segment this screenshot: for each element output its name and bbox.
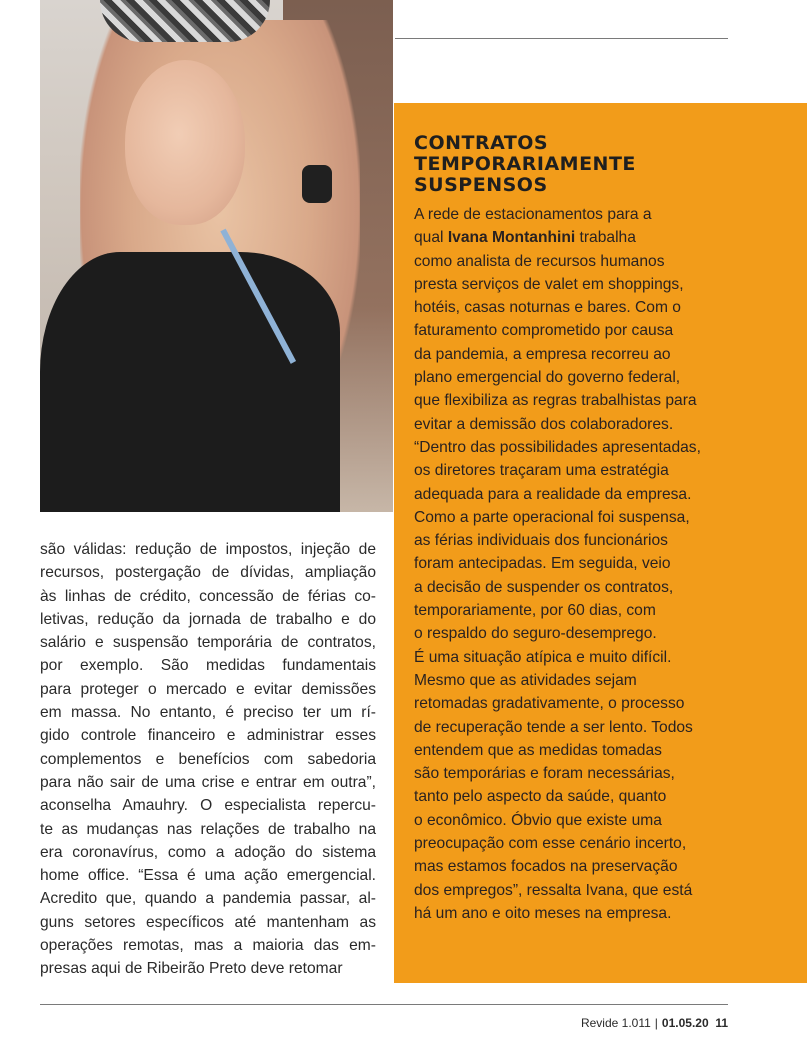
sidebar-box-line: foram antecipadas. Em seguida, veio	[414, 555, 671, 573]
main-column-line: para proteger o mercado e evitar demissões	[40, 680, 376, 698]
main-column-line: home office. “Essa é uma ação emergencial.	[40, 867, 376, 885]
sidebar-box-line: como analista de recursos humanos	[414, 252, 665, 270]
main-column-line: operações remotas, mas a maioria das em-	[40, 937, 376, 955]
sidebar-box-line: qual Ivana Montanhini trabalha	[414, 229, 636, 247]
sidebar-box-line: que flexibiliza as regras trabalhistas para	[414, 392, 697, 410]
sidebar-box-line: Mesmo que as atividades sejam	[414, 671, 637, 689]
sidebar-box-line: evitar a demissão dos colaboradores.	[414, 415, 674, 433]
sidebar-box-line: adequada para a realidade da empresa.	[414, 485, 692, 503]
sidebar-box-line: A rede de estacionamentos para a	[414, 206, 652, 223]
main-column-line: Acredito que, quando a pandemia passar, al-	[40, 890, 376, 908]
sidebar-box-line: tanto pelo aspecto da saúde, quanto	[414, 788, 667, 806]
footer-page-number: 11	[715, 1016, 728, 1030]
main-column-line: às linhas de crédito, concessão de férias co-	[40, 587, 376, 605]
portrait-photo	[40, 0, 393, 512]
bottom-rule	[40, 1004, 728, 1005]
sidebar-box-line: Como a parte operacional foi suspensa,	[414, 508, 690, 526]
main-column-line: recursos, postergação de dívidas, ampliação	[40, 564, 376, 582]
sidebar-box-title: CONTRATOS TEMPORARIAMENTE SUSPENSOS	[414, 132, 636, 196]
sidebar-box-line: há um ano e oito meses na empresa.	[414, 904, 672, 922]
top-rule	[395, 38, 728, 39]
sidebar-box-line: retomadas gradativamente, o processo	[414, 695, 685, 713]
sidebar-box-line: os diretores traçaram uma estratégia	[414, 462, 669, 480]
sidebar-box-line: da pandemia, a empresa recorreu ao	[414, 345, 671, 363]
sidebar-box-line: preocupação com esse cenário incerto,	[414, 835, 687, 853]
main-column-line: te as mudanças nas relações de trabalho na	[40, 820, 376, 838]
sidebar-box-line: temporariamente, por 60 dias, com	[414, 602, 656, 620]
page-footer	[581, 1016, 728, 1030]
sidebar-box-line: plano emergencial do governo federal,	[414, 369, 681, 387]
photo-shirt	[40, 252, 340, 512]
main-column-line: era coronavírus, como a adoção do sistema	[40, 843, 376, 861]
sidebar-box-line: de recuperação tende a ser lento. Todos	[414, 718, 693, 736]
footer-date: 01.05.20	[661, 1016, 709, 1030]
main-column-line: são válidas: redução de impostos, injeção de	[40, 541, 376, 558]
sidebar-box-line: hotéis, casas noturnas e bares. Com o	[414, 299, 681, 317]
sidebar-box-line: É uma situação atípica e muito difícil.	[414, 648, 672, 666]
main-column-line: complementos e benefícios com sabedoria	[40, 750, 376, 768]
main-column-line: por exemplo. São medidas fundamentais	[40, 657, 376, 675]
footer-separator: |	[654, 1016, 658, 1030]
sidebar-box-line: o econômico. Óbvio que existe uma	[414, 811, 662, 829]
sidebar-box-line: mas estamos focados na preservação	[414, 858, 678, 876]
sidebar-box-line: o respaldo do seguro-desemprego.	[414, 625, 657, 643]
main-column-line: guns setores específicos até mantenham as	[40, 913, 376, 931]
main-column-line: presas aqui de Ribeirão Preto deve retomar	[40, 960, 343, 978]
name-highlight: Ivana Montanhini	[447, 229, 576, 247]
sidebar-box-line: entendem que as medidas tomadas	[414, 741, 662, 759]
sidebar-box-line: a decisão de suspender os contratos,	[414, 578, 674, 596]
main-column-line: para não sair de uma crise e entrar em outra”,	[40, 773, 376, 791]
main-column-line: em massa. No entanto, é preciso ter um rí-	[40, 704, 376, 722]
sidebar-box-line: as férias individuais dos funcionários	[414, 532, 668, 550]
main-column-line: letivas, redução da jornada de trabalho e do	[40, 610, 376, 628]
main-column-line: salário e suspensão temporária de contratos,	[40, 634, 376, 652]
main-column-line: aconselha Amauhry. O especialista repercu-	[40, 797, 376, 815]
photo-headband	[100, 0, 270, 42]
main-column-text	[40, 538, 376, 981]
main-column-line: gido controle financeiro e administrar esses	[40, 727, 376, 745]
sidebar-box-line: são temporárias e foram necessárias,	[414, 765, 675, 783]
sidebar-box-line: dos empregos”, ressalta Ivana, que está	[414, 881, 693, 899]
photo-watch	[302, 165, 332, 203]
photo-face	[125, 60, 245, 225]
sidebar-box-line: “Dentro das possibilidades apresentadas,	[414, 438, 701, 456]
footer-magazine: Revide 1.011	[580, 1016, 651, 1030]
sidebar-box-text	[414, 203, 734, 925]
sidebar-box-line: presta serviços de valet em shoppings,	[414, 275, 684, 293]
sidebar-box-line: faturamento comprometido por causa	[414, 322, 674, 340]
